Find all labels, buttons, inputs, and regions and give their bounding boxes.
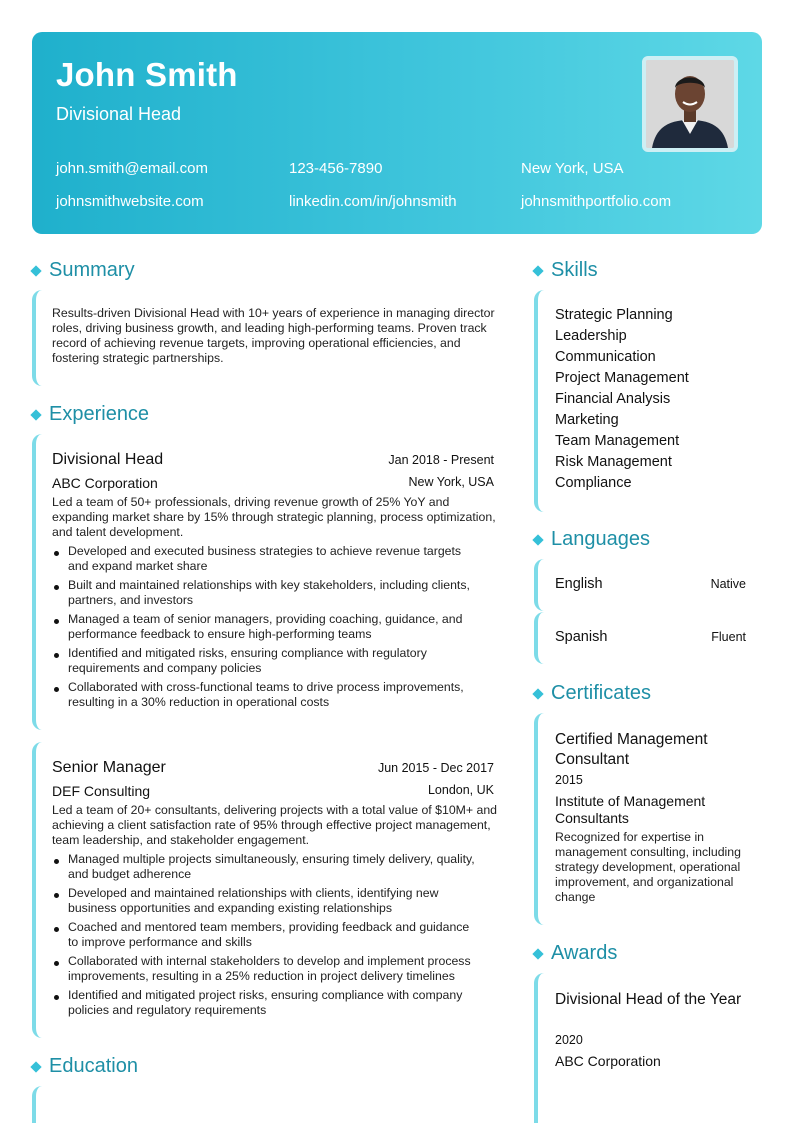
award-year: 2020 <box>555 1033 583 1047</box>
experience-title: Experience <box>49 403 150 425</box>
certificates-title: Certificates <box>551 682 652 704</box>
award-org: ABC Corporation <box>555 1053 661 1069</box>
diamond-icon <box>30 409 41 420</box>
awards-heading <box>534 942 617 965</box>
summary-title: Summary <box>49 259 135 281</box>
job-description: Led a team of 20+ consultants, delivering projects with a total value of $10M+ and achieving a client satisfaction rate of 95% through effective project management, team leadership, and stakeholder engagement. <box>52 803 498 847</box>
portfolio-link[interactable]: johnsmithportfolio.com <box>521 193 672 210</box>
language-name: English <box>555 576 603 592</box>
job-dates: Jan 2018 - Present <box>388 453 494 467</box>
job-description: Led a team of 50+ professionals, driving revenue growth of 25% YoY and expanding market share by 15% through strategic planning, process optimization, and talent development. <box>52 495 496 539</box>
certificate-org: Institute of Management Consultants <box>555 793 706 826</box>
candidate-role: Divisional Head <box>56 104 182 124</box>
language-name: Spanish <box>555 629 608 645</box>
candidate-name: John Smith <box>56 56 238 93</box>
education-block <box>32 1086 502 1123</box>
education-heading <box>32 1055 138 1078</box>
summary-heading <box>32 259 135 282</box>
list-item: Coached and mentored team members, providing feedback and guidance to improve performance and skills <box>52 920 482 950</box>
job-bullets <box>52 544 482 714</box>
language-level: Native <box>710 577 746 591</box>
skills-title: Skills <box>551 259 598 281</box>
skill-item: Strategic Planning <box>555 307 673 323</box>
skill-item: Communication <box>555 349 656 365</box>
skill-item: Marketing <box>555 412 619 428</box>
list-item: Managed multiple projects simultaneously, ensuring timely delivery, quality, and budget adherence <box>52 852 482 882</box>
job-location: London, UK <box>427 783 494 797</box>
diamond-icon <box>532 534 543 545</box>
job-company: DEF Consulting <box>52 783 151 799</box>
diamond-icon <box>30 265 41 276</box>
job-title: Senior Manager <box>52 759 166 776</box>
list-item: Built and maintained relationships with key stakeholders, including clients, partners, and investors <box>52 578 482 608</box>
skill-item: Leadership <box>555 328 627 344</box>
skill-item: Team Management <box>555 433 680 449</box>
list-item: Managed a team of senior managers, providing coaching, guidance, and performance feedback to ensure high-performing teams <box>52 612 482 642</box>
job-company: ABC Corporation <box>52 475 158 491</box>
linkedin-link[interactable]: linkedin.com/in/johnsmith <box>289 193 457 210</box>
location-text: New York, USA <box>521 160 624 177</box>
certificate-year: 2015 <box>555 773 583 787</box>
skill-item: Financial Analysis <box>555 391 671 407</box>
list-item: Identified and mitigated risks, ensuring compliance with regulatory requirements and company policies <box>52 646 482 676</box>
certificate-name: Certified Management Consultant <box>555 731 708 768</box>
job-title: Divisional Head <box>52 451 164 468</box>
skills-heading <box>534 259 598 282</box>
list-item: Developed and executed business strategies to achieve revenue targets and expand market share <box>52 544 482 574</box>
certificate-description: Recognized for expertise in management consulting, including strategy development, operational improvement, and organizational change <box>555 830 741 904</box>
list-item: Collaborated with cross-functional teams to drive process improvements, resulting in a 30% reduction in operational costs <box>52 680 482 710</box>
experience-heading <box>32 403 149 426</box>
list-item: Identified and mitigated project risks, ensuring compliance with company policies and regulatory requirements <box>52 988 482 1018</box>
language-level: Fluent <box>711 630 746 644</box>
skill-item: Compliance <box>555 475 632 491</box>
award-name: Divisional Head of the Year <box>555 991 742 1008</box>
phone-text: 123-456-7890 <box>289 160 383 177</box>
awards-title: Awards <box>551 942 618 964</box>
list-item: Developed and maintained relationships with clients, identifying new business opportunities and expanding existing relationships <box>52 886 482 916</box>
diamond-icon <box>532 688 543 699</box>
skill-item: Risk Management <box>555 454 672 470</box>
list-item: Collaborated with internal stakeholders to develop and implement process improvements, resulting in a 25% reduction in project delivery timelines <box>52 954 482 984</box>
email-link[interactable]: john.smith@email.com <box>56 160 208 177</box>
skill-item: Project Management <box>555 370 689 386</box>
diamond-icon <box>30 1061 41 1072</box>
diamond-icon <box>532 265 543 276</box>
job-location: New York, USA <box>408 475 494 489</box>
job-dates: Jun 2015 - Dec 2017 <box>377 761 494 775</box>
languages-heading <box>534 528 650 551</box>
website-link[interactable]: johnsmithwebsite.com <box>56 193 204 210</box>
education-title: Education <box>49 1055 138 1077</box>
languages-title: Languages <box>551 528 650 550</box>
resume-header <box>32 32 762 234</box>
certificates-heading <box>534 682 651 705</box>
diamond-icon <box>532 948 543 959</box>
job-bullets <box>52 852 482 1022</box>
profile-photo <box>642 56 738 152</box>
summary-text: Results-driven Divisional Head with 10+ years of experience in managing director roles, driving business growth, and leading high-performing teams. Proven track record of achieving revenue targets, improving operational efficiencies, and fostering strategic partnerships. <box>52 306 495 365</box>
